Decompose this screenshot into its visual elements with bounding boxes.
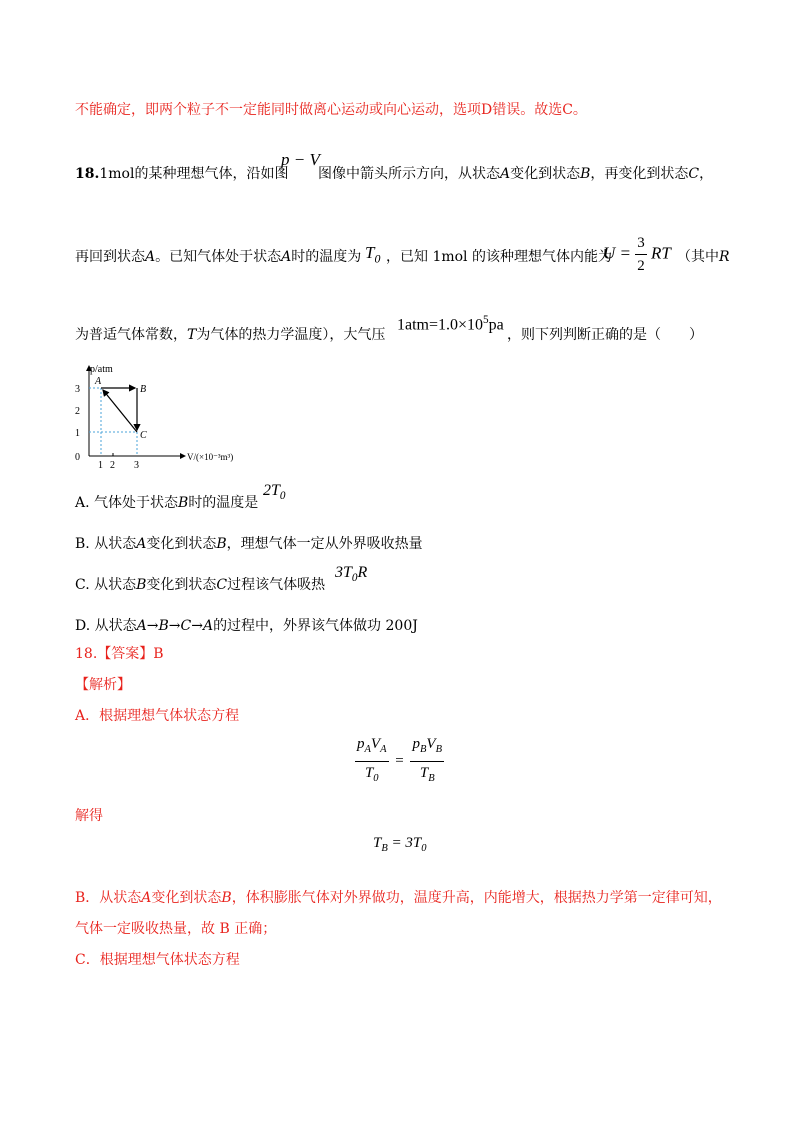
pv-graph [65, 360, 265, 472]
x-tick-2: 2 [110, 460, 115, 471]
option-a: A. 气体处于状态B时的温度是 [75, 495, 259, 511]
option-d: D. 从状态A→B→C→A的过程中，外界该气体做功 200J [75, 618, 418, 634]
question-line-2b: ，已知 1mol 的该种理想气体内能为 [386, 249, 612, 265]
internal-energy-formula: U = $\frac{3}{2}$ RT [603, 232, 671, 277]
point-a-label: A [95, 376, 102, 387]
analysis-label: 【解析】 [75, 677, 131, 693]
option-c-value: $3T_0R$ [335, 564, 368, 585]
question-line-2: 再回到状态A。已知气体处于状态A时的温度为 [75, 249, 362, 265]
x-tick-1: 1 [98, 460, 103, 471]
question-line-2c: （其中R [677, 249, 730, 265]
analysis-a: A．根据理想气体状态方程 [75, 708, 240, 724]
x-axis-label: V/(×10⁻³m³) [187, 452, 234, 462]
y-axis-label: p/atm [90, 364, 113, 375]
y-tick-3: 3 [75, 384, 80, 395]
t0-symbol: $T_0$ [365, 243, 381, 266]
answer-label: 18.【答案】B [75, 646, 164, 662]
question-line-1b: 图像中箭头所示方向，从状态A变化到状态B，再变化到状态C， [318, 166, 714, 182]
question-line-3: 为普适气体常数，T为气体的热力学温度），大气压 [75, 327, 386, 343]
option-b: B. 从状态A变化到状态B，理想气体一定从外界吸收热量 [75, 536, 423, 552]
previous-conclusion: 不能确定，即两个粒子不一定能同时做离心运动或向心运动，选项D错误。故选C。 [75, 102, 587, 118]
y-tick-2: 2 [75, 406, 80, 417]
origin-label: 0 [75, 452, 80, 463]
pv-label: p − V [281, 150, 320, 169]
question-line-3b: ，则下列判断正确的是（ ） [507, 327, 703, 343]
question-number: 18. [75, 166, 100, 182]
x-tick-3: 3 [134, 460, 139, 471]
analysis-b-line-1: B．从状态A变化到状态B，体积膨胀气体对外界做功，温度升高，内能增大，根据热力学第一定律可知， [75, 890, 722, 906]
option-a-value: $2T_0$ [263, 482, 286, 503]
option-c: C. 从状态B变化到状态C过程该气体吸热 [75, 577, 326, 593]
equation-ideal-gas: $\frac{p_AV_A}{T_0}$ = $\frac{p_BV_B}{T_B}$ [355, 733, 444, 790]
analysis-c: C．根据理想气体状态方程 [75, 952, 240, 968]
point-c-label: C [140, 430, 147, 441]
analysis-b-line-2: 气体一定吸收热量，故 B 正确； [75, 921, 277, 937]
y-tick-1: 1 [75, 428, 80, 439]
point-b-label: B [140, 384, 147, 395]
equation-tb: $T_B = 3T_0$ [373, 835, 427, 854]
path-c-to-a [103, 390, 137, 432]
question-line-1: 18.1mol的某种理想气体，沿如图 [75, 166, 289, 182]
solve-label: 解得 [75, 808, 103, 824]
atm-value: $1atm=1.0\times 10^5pa$ [397, 314, 504, 334]
